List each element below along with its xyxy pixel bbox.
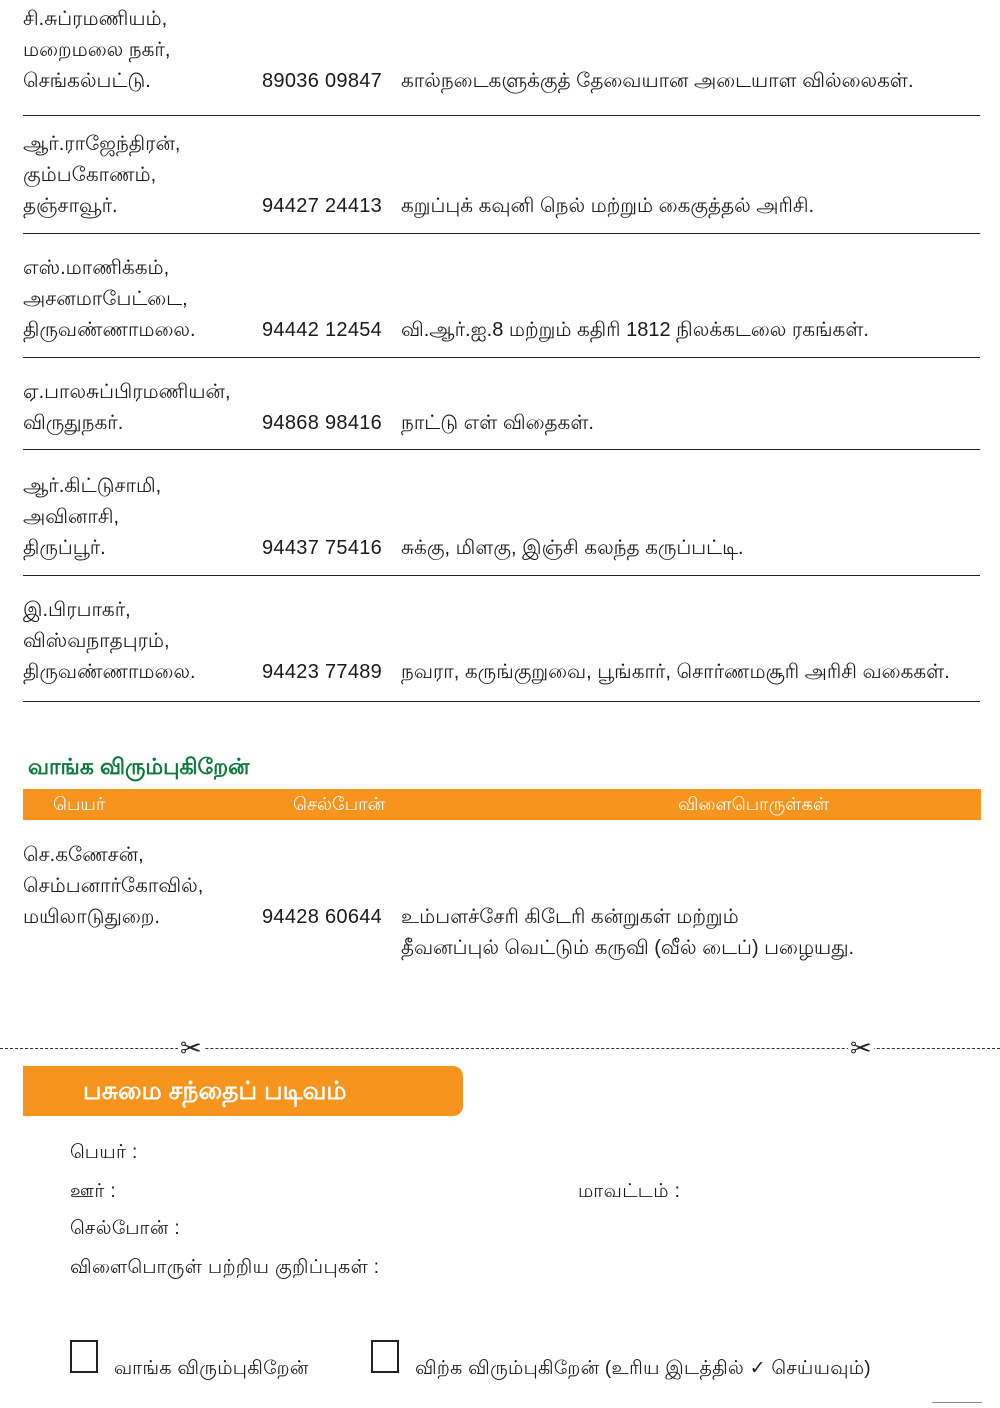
buyer-area: செம்பனார்கோவில், <box>23 875 204 897</box>
divider <box>23 115 980 116</box>
scissors-icon: ✂ <box>180 1033 202 1063</box>
seller-phone: 94437 75416 <box>262 537 383 559</box>
column-header-bar <box>23 789 981 820</box>
divider <box>23 357 980 358</box>
seller-product: சுக்கு, மிளகு, இஞ்சி கலந்த கருப்பட்டி. <box>401 537 744 559</box>
seller-district: விருதுநகர். <box>23 412 124 434</box>
form-title: பசுமை சந்தைப் படிவம் <box>83 1077 347 1105</box>
buyer-name: செ.கணேசன், <box>23 844 144 866</box>
phone-field-label[interactable]: செல்போன் : <box>70 1218 181 1239</box>
form-title-tab <box>23 1066 463 1116</box>
seller-name: ஏ.பாலசுப்பிரமணியன், <box>23 381 231 403</box>
seller-product: கால்நடைகளுக்குத் தேவையான அடையாள வில்லைகள். <box>401 70 914 92</box>
seller-district: செங்கல்பட்டு. <box>23 70 151 92</box>
column-header-name: பெயர் <box>53 794 106 814</box>
buyer-phone: 94428 60644 <box>262 906 383 928</box>
column-header-phone: செல்போன் <box>293 794 385 814</box>
page-edge-mark <box>932 1402 982 1403</box>
seller-name: ஆர்.ராஜேந்திரன், <box>23 133 181 155</box>
divider <box>23 701 980 702</box>
divider <box>23 575 980 576</box>
seller-area: விஸ்வநாதபுரம், <box>23 630 170 652</box>
seller-district: தஞ்சாவூர். <box>23 195 118 217</box>
seller-name: இ.பிரபாகர், <box>23 599 131 621</box>
seller-phone: 89036 09847 <box>262 70 383 92</box>
seller-area: அசனமாபேட்டை, <box>23 288 188 310</box>
seller-district: திருப்பூர். <box>23 537 106 559</box>
divider <box>23 233 980 234</box>
buyer-product-line-2: தீவனப்புல் வெட்டும் கருவி (வீல் டைப்) பழையது. <box>401 937 855 959</box>
column-header-product: விளைபொருள்கள் <box>678 794 830 814</box>
buy-section-heading: வாங்க விரும்புகிறேன் <box>28 754 250 779</box>
divider <box>23 449 980 450</box>
buy-option-label: வாங்க விரும்புகிறேன் <box>114 1358 309 1379</box>
district-field-label[interactable]: மாவட்டம் : <box>578 1181 681 1202</box>
seller-district: திருவண்ணாமலை. <box>23 319 196 341</box>
seller-name: எஸ்.மாணிக்கம், <box>23 257 170 279</box>
seller-area: அவினாசி, <box>23 506 120 528</box>
name-field-label[interactable]: பெயர் : <box>70 1142 138 1163</box>
buyer-district: மயிலாடுதுறை. <box>23 906 160 928</box>
seller-product: நாட்டு எள் விதைகள். <box>401 412 594 434</box>
seller-phone: 94427 24413 <box>262 195 383 217</box>
seller-product: நவரா, கருங்குறுவை, பூங்கார், சொர்ணமசூரி அரிசி வகைகள். <box>401 661 950 683</box>
seller-name: சி.சுப்ரமணியம், <box>23 8 168 30</box>
seller-phone: 94868 98416 <box>262 412 383 434</box>
buy-checkbox[interactable] <box>70 1340 98 1373</box>
seller-product: கறுப்புக் கவுனி நெல் மற்றும் கைகுத்தல் அரிசி. <box>401 195 815 217</box>
seller-phone: 94423 77489 <box>262 661 383 683</box>
seller-phone: 94442 12454 <box>262 319 383 341</box>
sell-checkbox[interactable] <box>371 1340 399 1373</box>
town-field-label[interactable]: ஊர் : <box>70 1181 117 1202</box>
seller-area: மறைமலை நகர், <box>23 39 171 61</box>
sell-option-label: விற்க விரும்புகிறேன் (உரிய இடத்தில் ✓ செய்யவும்) <box>415 1358 871 1379</box>
notes-field-label[interactable]: விளைபொருள் பற்றிய குறிப்புகள் : <box>70 1257 380 1278</box>
seller-district: திருவண்ணாமலை. <box>23 661 196 683</box>
scissors-icon: ✂ <box>850 1033 872 1063</box>
seller-name: ஆர்.கிட்டுசாமி, <box>23 475 162 497</box>
seller-product: வி.ஆர்.ஐ.8 மற்றும் கதிரி 1812 நிலக்கடலை ரகங்கள். <box>401 319 869 341</box>
buyer-product-line-1: உம்பளச்சேரி கிடேரி கன்றுகள் மற்றும் <box>401 906 739 928</box>
seller-area: கும்பகோணம், <box>23 164 157 186</box>
